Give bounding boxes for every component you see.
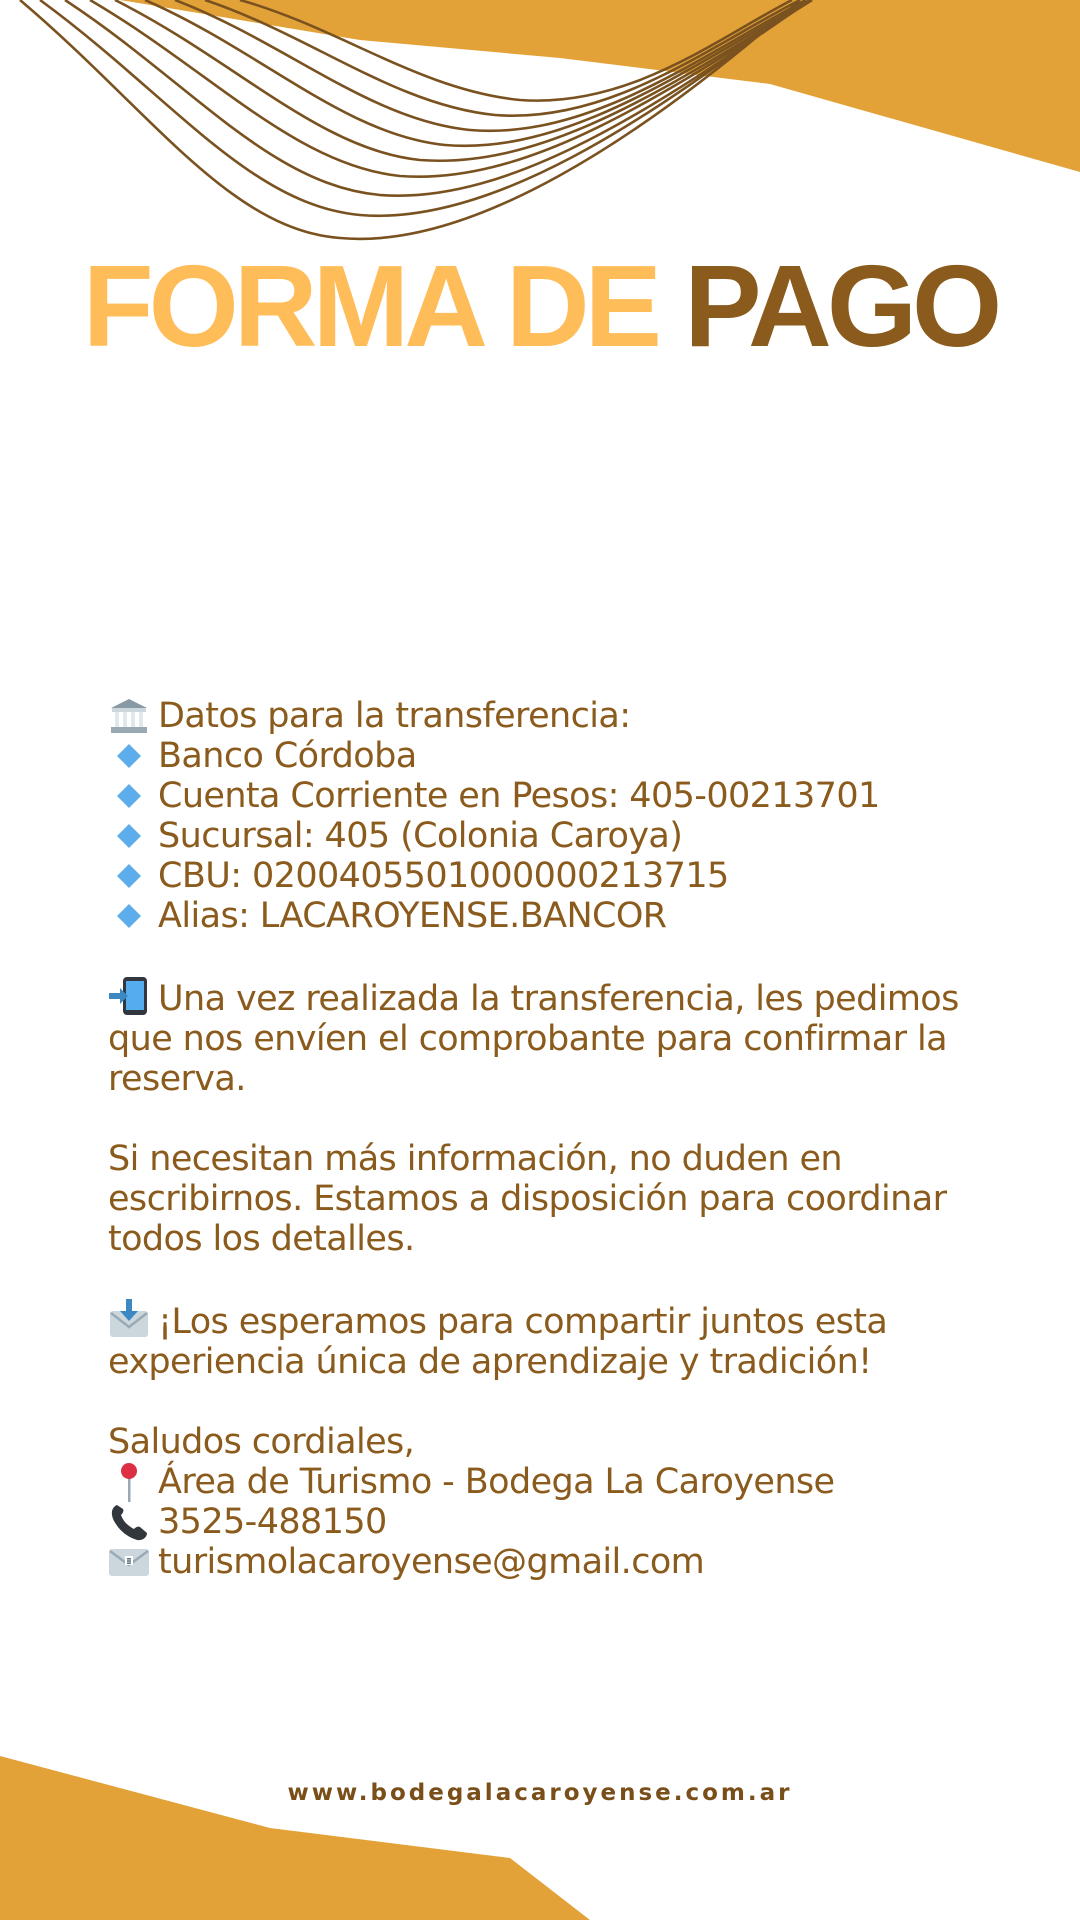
phone-arrow-icon [108,976,150,1016]
blue-diamond-icon [108,816,150,856]
confirm-message-text: Una vez realizada la transferencia, les pedimos que nos envíen el comprobante para confirmar la reserva. [108,979,959,1099]
transfer-item [108,896,988,936]
blue-diamond-icon [108,776,150,816]
account-number: Cuenta Corriente en Pesos: 405-00213701 [158,776,880,816]
transfer-item [108,736,988,776]
welcome-message-text: ¡Los esperamos para compartir juntos esta experiencia única de aprendizaje y tradición! [108,1302,888,1382]
email-icon [108,1542,150,1582]
transfer-item [108,816,988,856]
website-link[interactable]: www.bodegalacaroyense.com.ar [287,1780,793,1806]
payment-info [108,696,988,1582]
welcome-message [108,1299,988,1382]
page-title [0,241,1080,371]
transfer-item [108,856,988,896]
greeting: Saludos cordiales, [108,1422,415,1462]
bank-icon [108,696,150,736]
cbu: CBU: 0200405501000000213715 [158,856,729,896]
alias: Alias: LACAROYENSE.BANCOR [158,896,667,936]
title-part-pago: PAGO [684,241,998,371]
telephone-icon [108,1502,150,1542]
title-part-forma-de: FORMA DE [82,241,658,371]
bank-name: Banco Córdoba [158,736,417,776]
branch: Sucursal: 405 (Colonia Caroya) [158,816,683,856]
pin-icon [108,1462,150,1502]
envelope-arrow-icon [108,1299,150,1339]
blue-diamond-icon [108,896,150,936]
info-message: Si necesitan más información, no duden en escribirnos. Estamos a disposición para coordinar todos los detalles. [108,1139,947,1259]
confirm-message [108,976,988,1099]
transfer-heading [108,696,988,736]
signature-email [108,1542,988,1582]
top-wave-decoration [0,0,1080,260]
blue-diamond-icon [108,736,150,776]
transfer-item [108,776,988,816]
signature-phone [108,1502,988,1542]
phone-number: 3525-488150 [158,1502,387,1542]
signature-area [108,1462,988,1502]
blue-diamond-icon [108,856,150,896]
bottom-decoration [0,1740,1080,1920]
transfer-heading-text: Datos para la transferencia: [158,696,631,736]
email-address: turismolacaroyense@gmail.com [158,1542,705,1582]
area-text: Área de Turismo - Bodega La Caroyense [158,1462,835,1502]
